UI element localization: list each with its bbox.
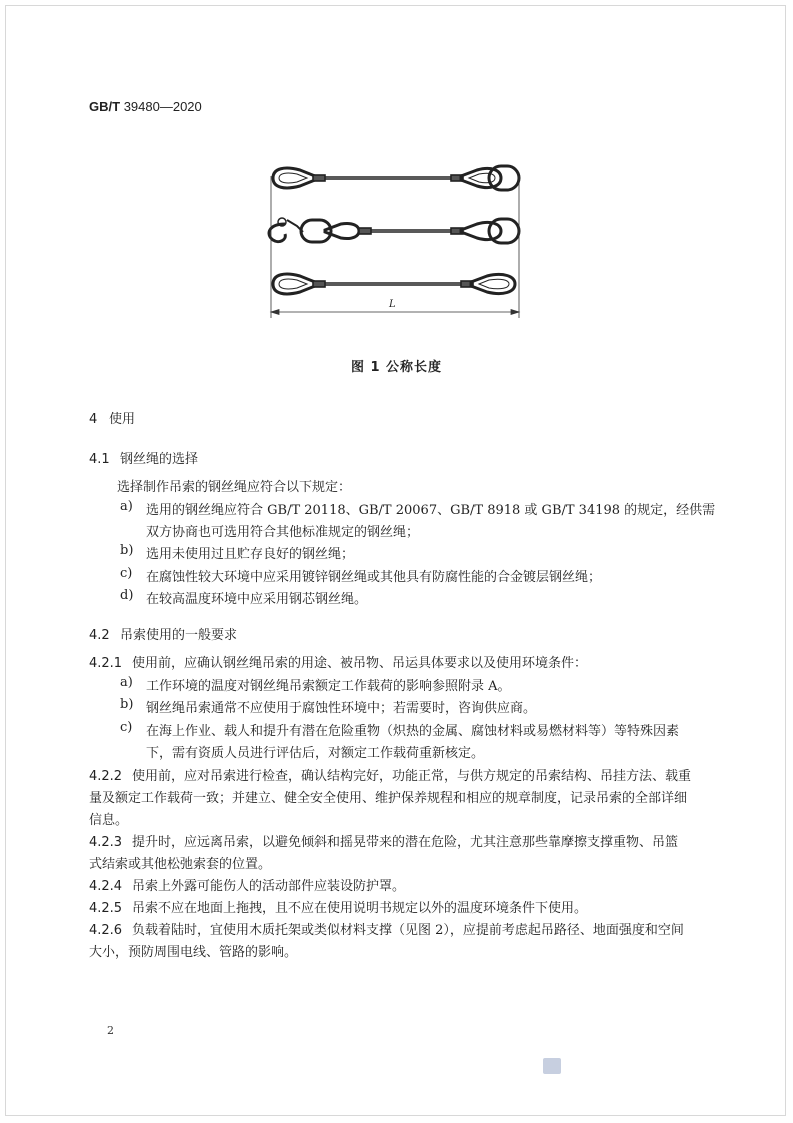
list-item-text: 选用未使用过且贮存良好的钢丝绳； bbox=[146, 547, 355, 562]
list-item-text: 在较高温度环境中应采用钢芯钢丝绳。 bbox=[146, 592, 368, 607]
list-item-label: a) bbox=[120, 675, 133, 690]
clause-number: 4.2.4 bbox=[89, 879, 123, 894]
list-item-label: a) bbox=[120, 499, 133, 514]
subsection-number: 4.2 bbox=[89, 628, 110, 643]
clause-4-2-4 bbox=[89, 875, 405, 894]
page-number: 2 bbox=[107, 1024, 114, 1037]
standard-prefix: GB/T bbox=[89, 99, 121, 114]
paragraph-intro: 选择制作吊索的钢丝绳应符合以下规定： bbox=[117, 480, 352, 495]
sling-2 bbox=[269, 218, 519, 243]
subsection-number: 4.1 bbox=[89, 452, 110, 467]
clause-number: 4.2.5 bbox=[89, 901, 123, 916]
subsection-heading-4-1 bbox=[89, 448, 198, 467]
subsection-title: 吊索使用的一般要求 bbox=[120, 628, 238, 643]
standard-header bbox=[89, 99, 202, 114]
clause-text: 使用前，应对吊索进行检查，确认结构完好，功能正常，与供方规定的吊索结构、吊挂方法、载重 bbox=[132, 769, 692, 784]
list-item-label: d) bbox=[120, 588, 134, 603]
dimension-label: L bbox=[389, 299, 396, 310]
section-title: 使用 bbox=[109, 412, 136, 427]
list-item-label: b) bbox=[120, 543, 134, 558]
list-item-label: c) bbox=[120, 720, 133, 735]
dimension-line bbox=[271, 176, 519, 318]
clause-number: 4.2.2 bbox=[89, 769, 123, 784]
subsection-heading-4-2 bbox=[89, 624, 237, 643]
list-item-text: 在腐蚀性较大环境中应采用镀锌钢丝绳或其他具有防腐性能的合金镀层钢丝绳； bbox=[146, 570, 602, 585]
list-item-text: 在海上作业、载人和提升有潜在危险重物（炽热的金属、腐蚀材料或易燃材料等）等特殊因素 bbox=[146, 724, 680, 739]
clause-text-continued: 信息。 bbox=[89, 813, 129, 828]
clause-text-continued: 式结索或其他松弛索套的位置。 bbox=[89, 857, 272, 872]
clause-text: 吊索上外露可能伤人的活动部件应装设防护罩。 bbox=[132, 879, 406, 894]
list-item-text: 工作环境的温度对钢丝绳吊索额定工作载荷的影响参照附录 A。 bbox=[146, 679, 511, 694]
figure-caption: 图 1 公称长度 bbox=[350, 360, 443, 375]
sling-3 bbox=[273, 274, 515, 294]
clause-text: 使用前，应确认钢丝绳吊索的用途、被吊物、吊运具体要求以及使用环境条件： bbox=[132, 656, 588, 671]
list-item-text: 钢丝绳吊索通常不应使用于腐蚀性环境中；若需要时，咨询供应商。 bbox=[146, 701, 537, 716]
list-item-label: b) bbox=[120, 697, 134, 712]
clause-4-2-3 bbox=[89, 831, 678, 850]
clause-number: 4.2.3 bbox=[89, 835, 123, 850]
section-heading bbox=[89, 408, 135, 427]
subsection-title: 钢丝绳的选择 bbox=[120, 452, 199, 467]
clause-4-2-2 bbox=[89, 765, 691, 784]
clause-text-continued: 大小，预防周围电线、管路的影响。 bbox=[89, 945, 298, 960]
clause-text: 吊索不应在地面上拖拽，且不应在使用说明书规定以外的温度环境条件下使用。 bbox=[132, 901, 588, 916]
sling-1 bbox=[273, 166, 519, 190]
clause-text: 提升时，应远离吊索，以避免倾斜和摇晃带来的潜在危险，尤其注意那些靠摩擦支撑重物、吊篮 bbox=[132, 835, 679, 850]
standard-number: 39480—2020 bbox=[123, 99, 202, 114]
clause-number: 4.2.1 bbox=[89, 656, 123, 671]
clause-4-2-1 bbox=[89, 652, 587, 671]
clause-text: 负载着陆时，宜使用木质托架或类似材料支撑（见图 2），应提前考虑起吊路径、地面强度和空间 bbox=[132, 923, 684, 938]
clause-4-2-6 bbox=[89, 919, 684, 938]
clause-4-2-5 bbox=[89, 897, 587, 916]
clause-number: 4.2.6 bbox=[89, 923, 123, 938]
list-item-text-continued: 双方协商也可选用符合其他标准规定的钢丝绳； bbox=[146, 525, 420, 540]
list-item-label: c) bbox=[120, 566, 133, 581]
list-item-text-continued: 下，需有资质人员进行评估后，对额定工作载荷重新核定。 bbox=[146, 746, 485, 761]
watermark-stamp bbox=[543, 1058, 561, 1074]
wire-rope-sling-figure bbox=[255, 158, 535, 328]
list-item-text: 选用的钢丝绳应符合 GB/T 20118、GB/T 20067、GB/T 8918 或 GB/T 34198 的规定，经供需 bbox=[146, 503, 716, 518]
clause-text-continued: 量及额定工作载荷一致；并建立、健全安全使用、维护保养规程和相应的规章制度，记录吊索的全部详细 bbox=[89, 791, 688, 806]
section-number: 4 bbox=[89, 412, 98, 427]
